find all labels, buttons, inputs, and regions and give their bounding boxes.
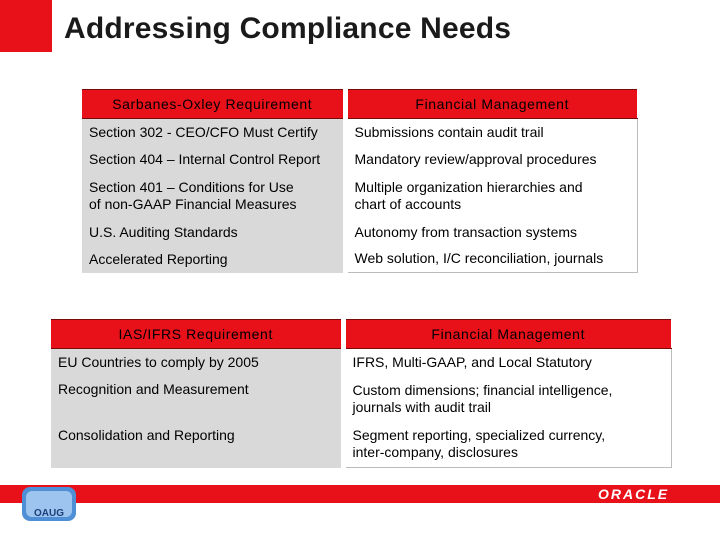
page-title: Addressing Compliance Needs (64, 12, 512, 45)
requirement-cell: Recognition and Measurement (51, 376, 343, 422)
table-row (82, 119, 637, 146)
solution-cell: Segment reporting, specialized currency, inter-company, disclosures (343, 422, 671, 468)
table-row (51, 349, 671, 376)
table-row (51, 376, 671, 422)
solution-cell: Multiple organization hierarchies and chart of accounts (345, 173, 637, 219)
requirement-cell: Section 302 - CEO/CFO Must Certify (82, 119, 345, 146)
table-row (82, 146, 637, 173)
ifrs-compliance-table (51, 319, 672, 468)
solution-cell: Custom dimensions; financial intelligence, journals with audit trail (343, 376, 671, 422)
oaug-logo (20, 481, 78, 525)
table-row (51, 422, 671, 468)
column-header: IAS/IFRS Requirement (51, 320, 343, 349)
column-header: Sarbanes-Oxley Requirement (82, 90, 345, 119)
table-header-row (82, 90, 637, 119)
requirement-cell: Section 401 – Conditions for Use of non-GAAP Financial Measures (82, 173, 345, 219)
requirement-cell: Accelerated Reporting (82, 246, 345, 273)
column-header: Financial Management (343, 320, 671, 349)
oaug-logo-text: OAUG (34, 508, 64, 519)
sox-compliance-table (82, 89, 638, 273)
column-header: Financial Management (345, 90, 637, 119)
table-row (82, 246, 637, 273)
solution-cell: Submissions contain audit trail (345, 119, 637, 146)
title-accent-block (0, 0, 52, 52)
requirement-cell: Section 404 – Internal Control Report (82, 146, 345, 173)
table-header-row (51, 320, 671, 349)
solution-cell: IFRS, Multi-GAAP, and Local Statutory (343, 349, 671, 376)
solution-cell: Mandatory review/approval procedures (345, 146, 637, 173)
table-row (82, 219, 637, 246)
solution-cell: Autonomy from transaction systems (345, 219, 637, 246)
table-row (82, 173, 637, 219)
oracle-logo: ORACLE (598, 486, 670, 502)
requirement-cell: EU Countries to comply by 2005 (51, 349, 343, 376)
solution-cell: Web solution, I/C reconciliation, journals (345, 246, 637, 273)
requirement-cell: U.S. Auditing Standards (82, 219, 345, 246)
requirement-cell: Consolidation and Reporting (51, 422, 343, 468)
